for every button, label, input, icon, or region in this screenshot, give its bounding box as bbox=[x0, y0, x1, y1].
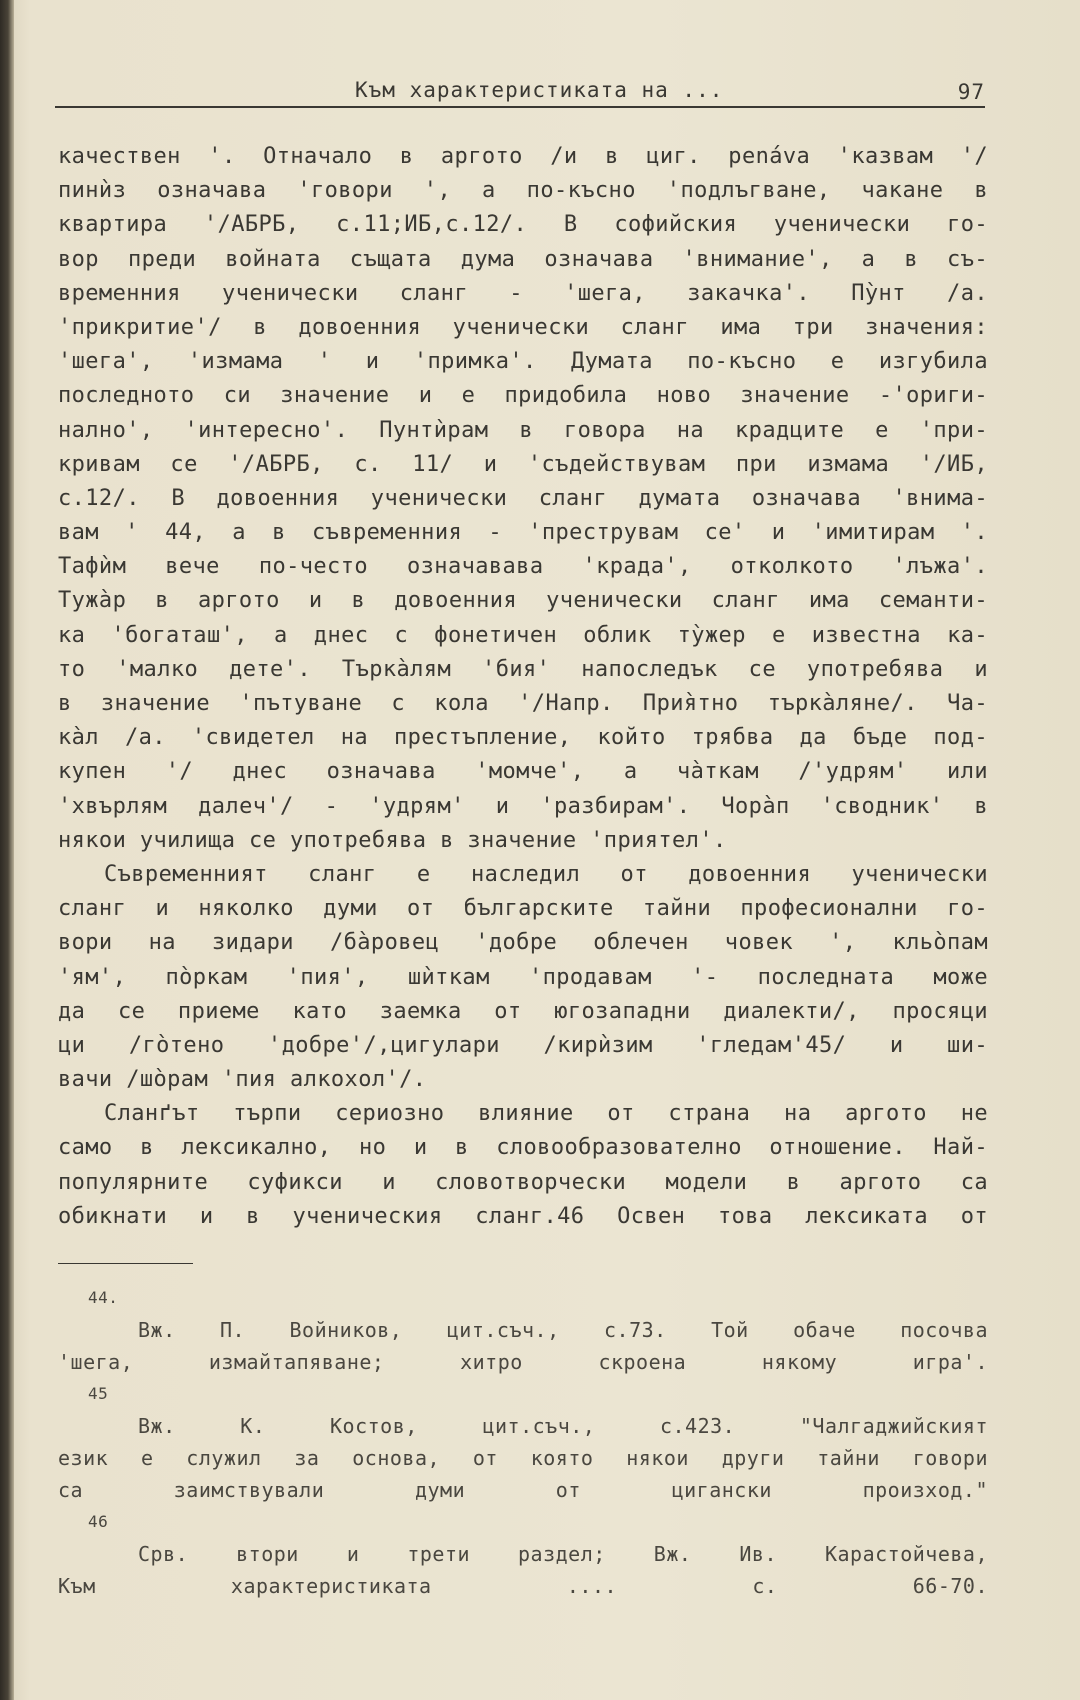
text-line: някои училища се употребява в значение 'приятел'. bbox=[58, 827, 727, 853]
text-line: вам ' 44, а в съвременния - 'преструвам се' и 'имитирам '. bbox=[58, 520, 988, 546]
footnote-text: Вж. П. Войников, цит.съч., с.73. Той обаче посочва bbox=[138, 1318, 988, 1342]
text-line: 'хвърлям далеч'/ - 'удрям' и 'разбирам'. Чора̀п 'сводник' в bbox=[58, 793, 988, 819]
text-line: последното си значение и е придобила ново значение -'ориги- bbox=[58, 383, 988, 409]
text-line: вачи /шо̀рам 'пия алкохол'/. bbox=[58, 1067, 427, 1093]
text-line: вори на зидари /ба̀ровец 'добре облечен човек ', кльо̀пам bbox=[58, 930, 988, 956]
text-line: ци /го̀тено 'добре'/,цигулари /кирѝзим 'гледам'45/ и ши- bbox=[58, 1032, 988, 1058]
footnote-text: език е служил за основа, от която някои други тайни говори bbox=[58, 1446, 988, 1470]
text-line: с.12/. В довоенния ученически сланг думата означава 'внима- bbox=[58, 485, 988, 511]
text-line: купен '/ днес означава 'момче', а ча̀ткам /'удрям' или bbox=[58, 759, 988, 785]
text-line: в значение 'пътуване с кола '/Напр. Прия̀тно търка̀ляне/. Ча- bbox=[58, 691, 988, 716]
text-line: да се приеме като заемка от югозападни диалекти/, просяци bbox=[58, 998, 988, 1024]
page-header bbox=[55, 78, 985, 106]
text-line: Сланґът търпи сериозно влияние от страна на аргото не bbox=[104, 1101, 988, 1127]
body-text bbox=[58, 140, 988, 1234]
text-line: пинѝз означава 'говори ', а по-късно 'подлъгване, чакане в bbox=[58, 178, 988, 204]
text-line: ка̀л /а. 'свидетел на престъпление, който трябва да бъде под- bbox=[58, 725, 988, 751]
text-line: само в лексикално, но и в словообразователно отношение. Най- bbox=[58, 1135, 988, 1161]
text-line: 'прикритие'/ в довоенния ученически сланг има три значения: bbox=[58, 314, 988, 340]
page-number: 97 bbox=[957, 80, 985, 104]
text-line: вор преди войната същата дума означава 'внимание', а в съ- bbox=[58, 246, 988, 272]
header-rule bbox=[55, 106, 985, 108]
text-line: качествен '. Отначало в аргото /и в циг. penáva 'казвам '/ bbox=[58, 144, 988, 169]
footnote-text: Към характеристиката .... с. 66-70. bbox=[58, 1574, 988, 1598]
text-line: Тужа̀р в аргото и в довоенния ученически сланг има семанти- bbox=[58, 588, 988, 614]
text-line: сланг и няколко думи от българските тайни професионални го- bbox=[58, 896, 988, 922]
footnote-rule bbox=[58, 1263, 193, 1264]
text-line: 'ям', по̀ркам 'пия', шѝткам 'продавам '- последната може bbox=[58, 964, 988, 990]
text-line: 'шега', 'измама ' и 'примка'. Думата по-късно е изгубила bbox=[58, 349, 988, 375]
footnote-text: Вж. К. Костов, цит.съч., с.423. "Чалгаджийският bbox=[138, 1414, 988, 1438]
text-line: то 'малко дете'. Търка̀лям 'бия' напоследък се употребява и bbox=[58, 656, 988, 682]
text-line: Съвременният сланг е наследил от довоенния ученически bbox=[104, 861, 988, 887]
running-head: Към характеристиката на ... bbox=[355, 78, 724, 102]
text-line: обикнати и в ученическия сланг.46 Освен това лексиката от bbox=[58, 1203, 988, 1229]
footnote-number: 44. bbox=[88, 1288, 119, 1307]
footnote-text: са заимствували думи от цигански произход." bbox=[58, 1478, 988, 1502]
footnote-text: Срв. втори и трети раздел; Вж. Ив. Карастойчева, bbox=[138, 1542, 988, 1566]
footnote-number: 45 bbox=[88, 1384, 109, 1403]
text-line: популярните суфикси и словотворчески модели в аргото са bbox=[58, 1169, 988, 1195]
footnote-text: 'шега, измайтапяване; хитро скроена някому игра'. bbox=[58, 1350, 988, 1374]
text-line: нално', 'интересно'. Пунтѝрам в говора на крадците е 'при- bbox=[58, 417, 988, 443]
book-binding-edge bbox=[0, 0, 14, 1700]
text-line: Тафѝм вече по-често означавава 'крада', отколкото 'лъжа'. bbox=[58, 554, 988, 580]
text-line: временния ученически сланг - 'шега, закачка'. Пу̀нт /а. bbox=[58, 280, 988, 306]
text-line: квартира '/АБРБ, с.11;ИБ,с.12/. В софийския ученически го- bbox=[58, 212, 988, 238]
text-line: кривам се '/АБРБ, с. 11/ и 'съдействувам при измама '/ИБ, bbox=[58, 451, 988, 477]
text-line: ка 'богаташ', а днес с фонетичен облик ту̀жер е известна ка- bbox=[58, 622, 988, 648]
footnote-number: 46 bbox=[88, 1512, 109, 1531]
footnotes bbox=[58, 1282, 988, 1602]
